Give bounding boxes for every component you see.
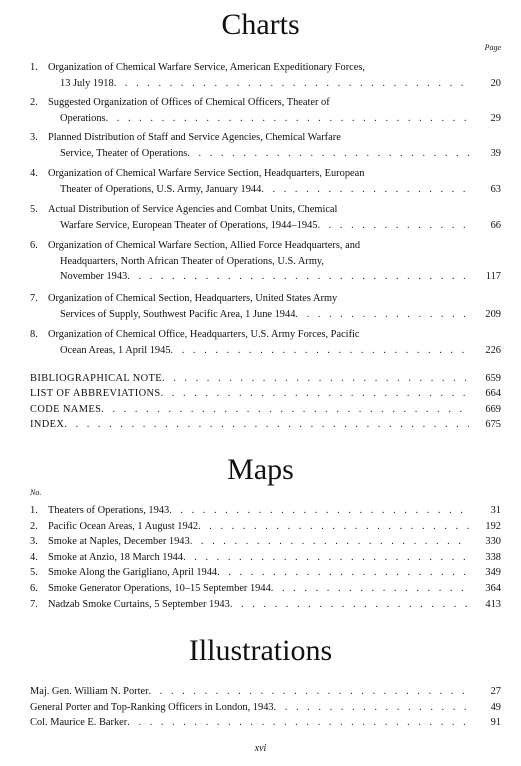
entry-title-line	[48, 60, 471, 76]
maps-title: Maps	[227, 453, 294, 486]
chart-entry	[0, 95, 521, 126]
page-column-header: Page	[484, 43, 501, 52]
entry-number: 5.	[30, 204, 38, 215]
entry-title-line	[48, 166, 471, 182]
entry-title-text: Actual Distribution of Service Agencies and Combat Units, Chemical	[48, 204, 338, 215]
dot-leader	[169, 503, 469, 519]
entry-page: 413	[485, 598, 501, 610]
entry-number: 7.	[30, 598, 38, 610]
entry-page: 664	[485, 388, 501, 400]
entry-page: 226	[485, 344, 501, 356]
entry-title	[48, 565, 469, 581]
map-entry	[0, 550, 521, 566]
entry-title	[48, 534, 469, 550]
chart-entry	[0, 291, 521, 322]
entry-title-text: Headquarters, North African Theater of Operations, U.S. Army,	[60, 255, 325, 267]
entry-title-line	[48, 291, 471, 307]
entry-page: 63	[490, 183, 501, 195]
number-column-header: No.	[30, 488, 42, 497]
map-entry	[0, 534, 521, 550]
entry-title-line	[48, 327, 471, 343]
entry-title	[48, 550, 469, 566]
entry-page: 49	[490, 701, 501, 713]
entry-title	[48, 581, 469, 597]
map-entry	[0, 503, 521, 519]
entry-page: 209	[485, 308, 501, 320]
entry-title-line	[48, 307, 471, 323]
entry-title-text: Smoke at Naples, December 1943	[48, 536, 190, 548]
chart-entry	[0, 202, 521, 233]
entry-title	[48, 60, 471, 91]
entry-number: 6.	[30, 240, 38, 251]
entry-title	[30, 402, 469, 418]
entry-page: 338	[485, 551, 501, 563]
entry-number: 5.	[30, 567, 38, 579]
illustration-entry	[0, 715, 521, 731]
entry-number: 8.	[30, 329, 38, 340]
entry-title	[48, 291, 471, 322]
entry-title	[48, 327, 471, 358]
entry-title	[30, 700, 469, 716]
entry-page: 349	[485, 567, 501, 579]
entry-title-text: Planned Distribution of Staff and Service Agencies, Chemical Warfare	[48, 132, 341, 143]
entry-title-text: Service, Theater of Operations	[60, 147, 188, 159]
entry-title-line	[48, 218, 471, 234]
entry-title-text: Warfare Service, European Theater of Operations, 1944–1945	[60, 219, 318, 231]
chart-entry	[0, 130, 521, 161]
back-matter-entry	[0, 386, 521, 402]
entry-title-text: November 1943	[60, 271, 128, 283]
entry-page: 117	[485, 271, 501, 283]
entry-page: 66	[490, 219, 501, 231]
entry-title-text: Smoke at Anzio, 18 March 1944	[48, 551, 184, 563]
page-number: xvi	[254, 743, 267, 754]
entry-page: 27	[490, 686, 501, 697]
illustration-entry	[0, 700, 521, 716]
dot-leader	[261, 182, 471, 198]
chart-entry	[0, 238, 521, 285]
entry-title-line	[48, 238, 471, 254]
entry-title-text: Pacific Ocean Areas, 1 August 1942	[48, 520, 199, 532]
entry-title	[30, 417, 469, 433]
entry-title	[48, 130, 471, 161]
entry-title-text: Suggested Organization of Offices of Chemical Officers, Theater of	[48, 97, 330, 108]
entry-page: 364	[485, 583, 501, 594]
entry-title-line	[48, 146, 471, 162]
entry-number: 3.	[30, 536, 38, 548]
map-entry	[0, 519, 521, 535]
dot-leader	[183, 550, 469, 566]
entry-title-text: LIST OF ABBREVIATIONS	[30, 388, 161, 400]
entry-page: 659	[485, 373, 501, 384]
entry-page: 39	[490, 147, 501, 159]
dot-leader	[127, 715, 469, 731]
entry-number: 1.	[30, 505, 38, 516]
dot-leader	[162, 371, 469, 387]
entry-page: 91	[490, 717, 501, 729]
entry-title-text: Theater of Operations, U.S. Army, January 1944	[60, 183, 262, 195]
entry-title	[48, 519, 469, 535]
entry-title-text: Smoke Generator Operations, 10–15 September 1944	[48, 583, 271, 594]
entry-title-text: BIBLIOGRAPHICAL NOTE	[30, 373, 163, 384]
entry-title-text: INDEX	[30, 419, 65, 431]
entry-page: 31	[490, 505, 501, 516]
entry-title-text: Theaters of Operations, 1943	[48, 505, 170, 516]
chart-entry	[0, 60, 521, 91]
dot-leader	[187, 146, 471, 162]
back-matter-entry	[0, 371, 521, 387]
entry-title-line	[48, 343, 471, 359]
entry-title	[48, 503, 469, 519]
dot-leader	[161, 386, 469, 402]
entry-number: 4.	[30, 168, 38, 179]
entry-title	[48, 202, 471, 233]
entry-title	[48, 597, 469, 613]
entry-title-text: CODE NAMES	[30, 403, 102, 415]
dot-leader	[114, 76, 471, 92]
map-entry	[0, 597, 521, 613]
entry-title-text: Smoke Along the Garigliano, April 1944	[48, 567, 218, 579]
entry-title	[48, 95, 471, 126]
dot-leader	[190, 534, 469, 550]
entry-page: 330	[485, 536, 501, 548]
illustration-entry	[0, 684, 521, 700]
dot-leader	[149, 684, 469, 700]
entry-title-text: Organization of Chemical Warfare Service Section, Headquarters, European	[48, 168, 365, 179]
entry-title	[30, 684, 469, 700]
map-entry	[0, 581, 521, 597]
entry-title-line	[48, 254, 471, 270]
entry-page: 669	[485, 403, 501, 415]
entry-title-text: Organization of Chemical Warfare Service, American Expeditionary Forces,	[48, 62, 366, 73]
charts-title: Charts	[221, 8, 300, 41]
entry-title-text: Ocean Areas, 1 April 1945	[60, 344, 171, 356]
entry-title-line	[48, 111, 471, 127]
entry-number: 2.	[30, 520, 38, 532]
entry-title-text: Organization of Chemical Section, Headquarters, United States Army	[48, 293, 338, 304]
dot-leader	[171, 343, 471, 359]
dot-leader	[274, 700, 469, 716]
dot-leader	[127, 269, 471, 285]
entry-number: 1.	[30, 62, 38, 73]
back-matter-entry	[0, 402, 521, 418]
entry-title-text: Organization of Chemical Warfare Section, Allied Force Headquarters, and	[48, 240, 361, 251]
entry-title-line	[48, 202, 471, 218]
entry-title-text: Operations	[60, 112, 106, 124]
dot-leader	[230, 597, 469, 613]
entry-page: 29	[490, 112, 501, 124]
dot-leader	[295, 307, 471, 323]
entry-title	[30, 371, 469, 387]
dot-leader	[271, 581, 469, 597]
chart-entry	[0, 166, 521, 197]
entry-title-text: Nadzab Smoke Curtains, 5 September 1943	[48, 598, 230, 610]
dot-leader	[64, 417, 469, 433]
dot-leader	[106, 111, 471, 127]
entry-title-line	[48, 269, 471, 285]
entry-title	[48, 166, 471, 197]
entry-number: 4.	[30, 551, 38, 563]
entry-number: 6.	[30, 583, 38, 594]
illustrations-title: Illustrations	[188, 634, 333, 667]
entry-number: 3.	[30, 132, 38, 143]
entry-number: 7.	[30, 293, 38, 304]
entry-title	[30, 715, 469, 731]
map-entry	[0, 565, 521, 581]
dot-leader	[217, 565, 469, 581]
entry-title-line	[48, 76, 471, 92]
entry-title-text: Col. Maurice E. Barker	[30, 717, 128, 729]
entry-page: 675	[485, 419, 501, 431]
entry-title-text: Organization of Chemical Office, Headquarters, U.S. Army Forces, Pacific	[48, 329, 360, 340]
dot-leader	[317, 218, 471, 234]
entry-title-text: Services of Supply, Southwest Pacific Area, 1 June 1944	[60, 308, 296, 320]
entry-title	[30, 386, 469, 402]
entry-title	[48, 238, 471, 285]
entry-title-text: 13 July 1918	[60, 77, 114, 89]
back-matter-entry	[0, 417, 521, 433]
chart-entry	[0, 327, 521, 358]
entry-title-text: Maj. Gen. William N. Porter	[30, 686, 149, 697]
entry-title-line	[48, 130, 471, 146]
entry-number: 2.	[30, 97, 38, 108]
dot-leader	[198, 519, 469, 535]
entry-title-text: General Porter and Top-Ranking Officers in London, 1943	[30, 701, 274, 713]
entry-title-line	[48, 95, 471, 111]
entry-page: 20	[490, 77, 501, 89]
entry-title-line	[48, 182, 471, 198]
dot-leader	[101, 402, 469, 418]
entry-page: 192	[485, 520, 501, 532]
